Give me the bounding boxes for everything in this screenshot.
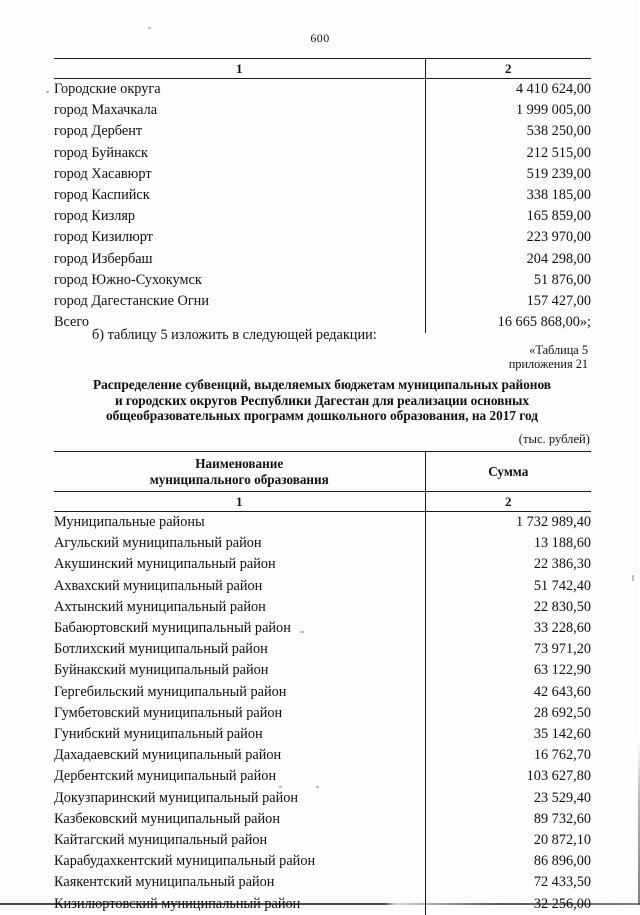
table-row — [54, 164, 591, 185]
row-municipality-name: Муниципальные районы — [54, 514, 205, 530]
row-municipality-name: Агульский муниципальный район — [54, 535, 262, 552]
row-municipality-name: Всего — [54, 314, 90, 331]
table-column-number-row — [54, 59, 591, 79]
table-row — [54, 809, 591, 830]
table-row — [54, 894, 591, 915]
table-row — [54, 227, 591, 248]
table2-header-name-line-1: Наименование — [195, 456, 284, 471]
table-row — [54, 100, 591, 121]
row-municipality-name: Дербентский муниципальный район — [54, 768, 277, 785]
row-sum-value: 33 228,60 — [425, 618, 591, 639]
table1-colnum-1: 1 — [54, 59, 425, 79]
row-sum-value: 72 433,50 — [425, 872, 591, 893]
table-row — [54, 597, 591, 618]
table-row — [54, 249, 591, 270]
row-sum-value: 51 742,40 — [425, 576, 591, 597]
row-sum-value: 51 876,00 — [425, 270, 591, 291]
table-row — [54, 533, 591, 554]
row-sum-value: 63 122,90 — [425, 660, 591, 681]
row-municipality-name: город Буйнакск — [54, 144, 148, 161]
table-row — [54, 576, 591, 597]
table-row — [54, 291, 591, 312]
table-row — [54, 639, 591, 660]
row-sum-value: 519 239,00 — [425, 164, 591, 185]
scan-speck — [46, 91, 49, 93]
row-sum-value: 22 830,50 — [425, 597, 591, 618]
table2-header-row — [54, 452, 591, 492]
table-row — [54, 618, 591, 639]
table-row — [54, 872, 591, 893]
table2-header-sum: Сумма — [425, 452, 591, 492]
row-municipality-name: город Каспийск — [54, 187, 150, 204]
scan-speck — [148, 27, 151, 29]
table-reference-line-1: «Таблица 5 — [529, 343, 588, 357]
row-sum-value: 204 298,00 — [425, 249, 591, 270]
row-sum-value: 13 188,60 — [425, 533, 591, 554]
row-municipality-name: Буйнакский муниципальный район — [54, 662, 269, 679]
row-municipality-name: Кайтагский муниципальный район — [54, 832, 268, 849]
table2-header-name — [54, 452, 425, 492]
table-row — [54, 745, 591, 766]
row-sum-value: 86 896,00 — [425, 851, 591, 872]
document-title-line-3: общеобразовательных программ дошкольного образования, на 2017 год — [105, 408, 538, 423]
row-municipality-name: Акушинский муниципальный район — [54, 556, 276, 573]
row-sum-value: 338 185,00 — [425, 185, 591, 206]
row-municipality-name: Карабудахкентский муниципальный район — [54, 853, 316, 870]
row-municipality-name: Ахтынский муниципальный район — [54, 598, 266, 615]
table-row — [54, 143, 591, 164]
table2-body — [54, 512, 591, 915]
table-row — [54, 270, 591, 291]
row-municipality-name: Ахвахский муниципальный район — [54, 577, 263, 594]
row-sum-value: 1 732 989,40 — [425, 512, 591, 534]
row-municipality-name: город Избербаш — [54, 250, 153, 267]
table-row — [54, 660, 591, 681]
row-municipality-name: Гумбетовский муниципальный район — [54, 704, 283, 721]
row-sum-value: 1 999 005,00 — [425, 100, 591, 121]
table-row — [54, 512, 591, 534]
row-sum-value: 35 142,60 — [425, 724, 591, 745]
row-municipality-name: город Хасавюрт — [54, 165, 152, 182]
row-municipality-name: город Кизляр — [54, 208, 136, 225]
table-row — [54, 830, 591, 851]
row-sum-value: 157 427,00 — [425, 291, 591, 312]
row-sum-value: 223 970,00 — [425, 227, 591, 248]
table-row — [54, 79, 591, 101]
document-title-line-1: Распределение субвенций, выделяемых бюджетам муниципальных районов — [93, 377, 551, 392]
table-row — [54, 121, 591, 142]
row-municipality-name: город Дагестанские Огни — [54, 293, 209, 310]
row-sum-value: 23 529,40 — [425, 788, 591, 809]
table1-colnum-2: 2 — [425, 59, 591, 79]
amendment-clause: б) таблицу 5 изложить в следующей редакции: — [92, 327, 377, 343]
row-municipality-name: город Кизилюрт — [54, 229, 153, 246]
row-municipality-name: Дахадаевский муниципальный район — [54, 747, 282, 764]
table2-column-number-row — [54, 492, 591, 512]
table-row — [54, 788, 591, 809]
row-sum-value: 22 386,30 — [425, 554, 591, 575]
row-sum-value: 16 665 868,00»; — [425, 312, 591, 333]
units-note: (тыс. рублей) — [518, 432, 590, 446]
table2-header-name-line-2: муниципального образования — [149, 471, 329, 487]
row-municipality-name: Ботлихский муниципальный район — [54, 641, 268, 658]
table2-colnum-2: 2 — [425, 492, 591, 512]
row-municipality-name: Гергебильский муниципальный район — [54, 683, 287, 700]
row-sum-value: 212 515,00 — [425, 143, 591, 164]
document-title-line-2: и городских округов Республики Дагестан для реализации основных — [114, 392, 530, 408]
row-municipality-name: Городские округа — [54, 81, 161, 97]
row-municipality-name: город Махачкала — [54, 102, 158, 119]
row-sum-value: 28 692,50 — [425, 703, 591, 724]
row-sum-value: 42 643,60 — [425, 682, 591, 703]
table-preschool-subvention — [54, 451, 591, 915]
table-row — [54, 206, 591, 227]
table-row — [54, 766, 591, 787]
scan-speck — [632, 575, 634, 581]
table2-colnum-1: 1 — [54, 492, 425, 512]
row-municipality-name: Кизилюртовский муниципальный район — [54, 895, 301, 912]
row-sum-value: 16 762,70 — [425, 745, 591, 766]
table-row — [54, 724, 591, 745]
row-sum-value: 103 627,80 — [425, 766, 591, 787]
table-reference-line-2: приложения 21 — [508, 357, 588, 371]
row-sum-value: 73 971,20 — [425, 639, 591, 660]
table-row — [54, 703, 591, 724]
table-row — [54, 554, 591, 575]
table-row — [54, 185, 591, 206]
row-sum-value: 89 732,60 — [425, 809, 591, 830]
row-municipality-name: Гунибский муниципальный район — [54, 726, 263, 743]
row-municipality-name: Докузпаринский муниципальный район — [54, 789, 299, 806]
row-municipality-name: Каякентский муниципальный район — [54, 874, 275, 891]
page-number: 600 — [310, 31, 330, 45]
row-sum-value: 4 410 624,00 — [425, 79, 591, 101]
row-municipality-name: город Южно-Сухокумск — [54, 271, 202, 288]
table-row — [54, 682, 591, 703]
row-municipality-name: Бабаюртовский муниципальный район — [54, 620, 291, 637]
row-sum-value: 32 256,00 — [425, 894, 591, 915]
row-municipality-name: город Дербент — [54, 123, 143, 140]
table-urban-districts — [54, 58, 591, 333]
table-row — [54, 851, 591, 872]
row-sum-value: 165 859,00 — [425, 206, 591, 227]
row-municipality-name: Казбековский муниципальный район — [54, 810, 280, 827]
row-sum-value: 538 250,00 — [425, 121, 591, 142]
row-sum-value: 20 872,10 — [425, 830, 591, 851]
table1-body — [54, 79, 591, 334]
